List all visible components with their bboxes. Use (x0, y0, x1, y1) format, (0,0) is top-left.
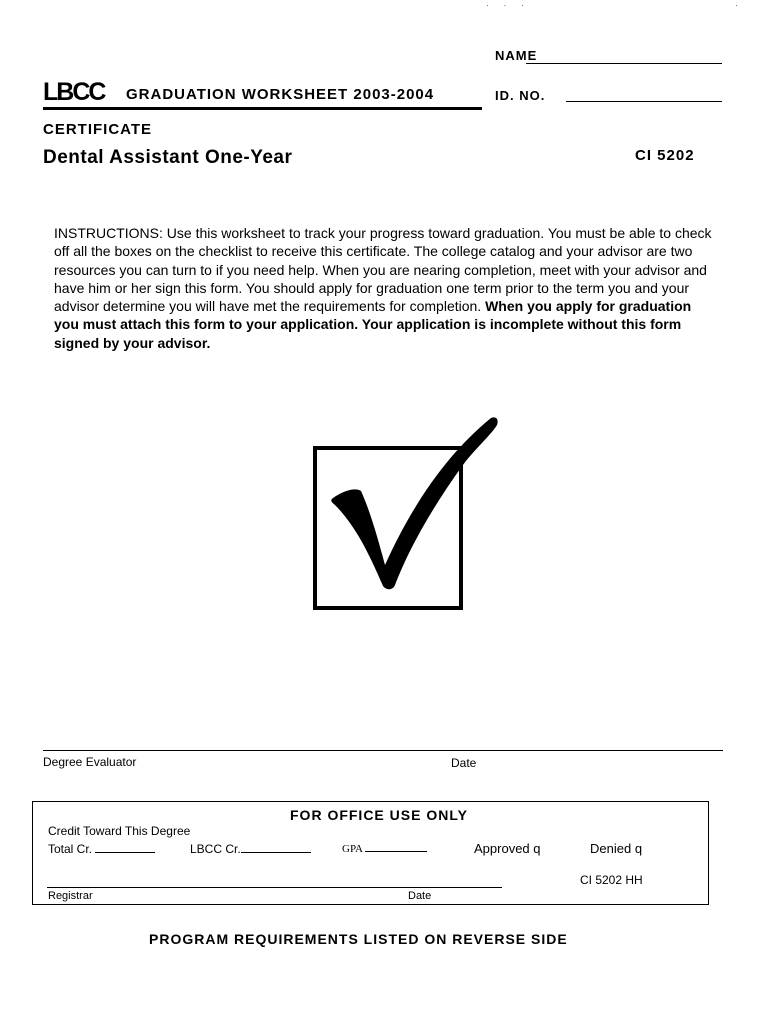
certificate-type: CERTIFICATE (43, 121, 153, 138)
lbcc-credits (190, 842, 311, 856)
gpa-field[interactable] (365, 850, 427, 852)
scan-marks: · · · (486, 0, 530, 10)
registrar-signature-line[interactable] (47, 887, 502, 888)
id-field[interactable] (566, 101, 722, 102)
total-credits-label: Total Cr. (48, 842, 93, 856)
program-name: Dental Assistant One-Year (43, 147, 293, 168)
approved-label: Approved (474, 841, 530, 856)
page-title: GRADUATION WORKSHEET 2003-2004 (126, 86, 435, 103)
footer-note: PROGRAM REQUIREMENTS LISTED ON REVERSE SIDE (149, 931, 568, 947)
lbcc-credits-label: LBCC Cr. (190, 842, 241, 856)
denied[interactable] (590, 841, 642, 856)
name-label: NAME (495, 48, 538, 63)
lbcc-logo: LBCC (43, 78, 105, 106)
lbcc-credits-field[interactable] (241, 851, 311, 853)
checkmark-icon (313, 413, 513, 613)
name-field[interactable] (526, 63, 722, 64)
denied-checkbox[interactable]: q (634, 841, 643, 856)
total-credits-field[interactable] (95, 851, 155, 853)
instructions-normal: INSTRUCTIONS: Use this worksheet to track your progress toward graduation. You must be able to check off all the boxes on the checklist to receive this certificate. The college catalog and your advisor are two resources you can turn to if you need help. When you are nearing completion, meet with your advisor and have him or her sign this form. You should apply for graduation one term prior to the term you and your advisor determine you will have met the requirements for completion. (54, 225, 712, 315)
denied-label: Denied (590, 841, 632, 856)
gpa-label: GPA (342, 843, 363, 855)
program-code: CI 5202 (635, 147, 695, 164)
instructions-bold: When you apply for graduation you must attach this form to your application. Your application is incomplete without this form signed by your advisor. (54, 298, 692, 351)
title-divider (43, 107, 482, 110)
form-code: CI 5202 HH (580, 873, 643, 887)
registrar-label: Registrar (48, 890, 93, 902)
credit-label: Credit Toward This Degree (48, 824, 191, 838)
gpa (342, 843, 427, 855)
scan-mark: · (735, 0, 738, 10)
evaluator-signature-line[interactable] (43, 750, 723, 751)
office-title: FOR OFFICE USE ONLY (290, 807, 468, 823)
approved-checkbox[interactable]: q (533, 841, 541, 856)
evaluator-label: Degree Evaluator (43, 755, 137, 769)
instructions-text (54, 224, 714, 352)
id-label: ID. NO. (495, 88, 546, 103)
total-credits (48, 842, 155, 856)
registrar-date-label: Date (408, 890, 432, 902)
approved[interactable] (474, 841, 541, 856)
evaluator-date-label: Date (451, 756, 477, 770)
